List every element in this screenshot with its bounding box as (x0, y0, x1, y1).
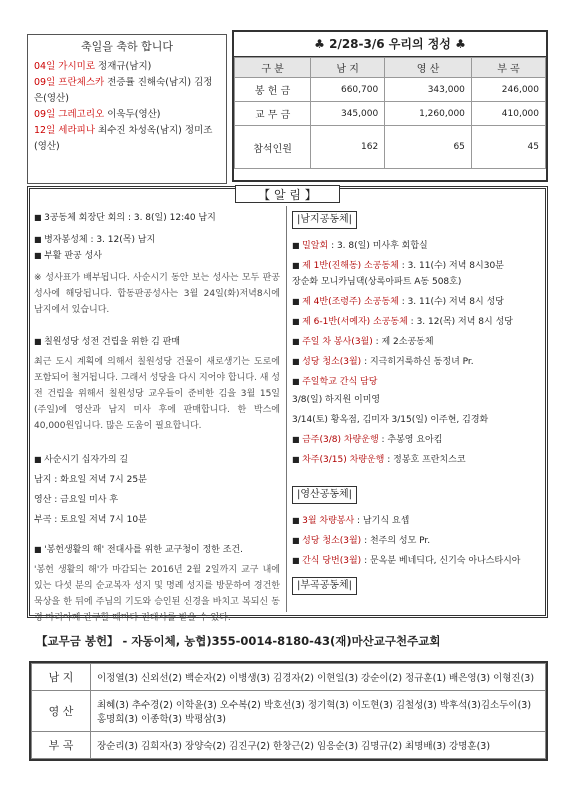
column-header: 부 곡 (471, 58, 545, 78)
notice-line: 영산 : 금요일 미사 후 (34, 495, 119, 505)
column-header: 구 분 (235, 58, 311, 78)
community-heading: |부곡공동체| (292, 577, 357, 595)
table-cell: 최혜(3) 추수경(2) 이학윤(3) 오수복(2) 박호선(3) 정기혁(3) 이도현(3) 김철성(3) 박후석(3)김소두이(3) 홍명희(3) 이종학(3) 박평삼(3) (91, 690, 546, 732)
table-cell: 343,000 (385, 78, 472, 102)
row-label: 부 곡 (32, 732, 91, 759)
column-header: 영 산 (385, 58, 472, 78)
notice-item: ■ 부활 판공 성사 (34, 248, 280, 264)
offering-title: ♣ 2/28-3/6 우리의 정성 ♣ (234, 32, 546, 57)
feast-names: 이욱두(영산) (107, 109, 161, 120)
row-label: 참석인원 (235, 126, 311, 169)
notice-item: ■ 3월 차량봉사 : 남기식 요셉 (292, 513, 542, 529)
table-cell: 45 (471, 126, 545, 169)
row-label: 영 산 (32, 690, 91, 732)
notice-item: ■ 성당 청소(3월) : 천주의 성모 Pr. (292, 533, 542, 549)
table-row (235, 102, 546, 126)
feast-date: 12일 세라피나 (34, 125, 95, 136)
notice-item: ■ 3공동체 회장단 회의 : 3. 8(일) 12:40 남지 (34, 210, 280, 226)
table-header-row (235, 58, 546, 78)
table-cell: 410,000 (471, 102, 545, 126)
table-row (32, 664, 546, 691)
column-header: 남 지 (311, 58, 385, 78)
tithe-members-panel (29, 661, 548, 761)
community-list (292, 513, 542, 569)
feast-day-box (27, 34, 227, 184)
notice-line: 3/8(일) 하지원 이미영 (292, 395, 381, 405)
community-heading: |남지공동체| (292, 211, 357, 229)
offering-panel (232, 30, 548, 182)
row-label: 교 무 금 (235, 102, 311, 126)
table-row (32, 690, 546, 732)
notice-item: ■ 제 6-1반(서예자) 소공동체 : 3. 12(목) 저녁 8시 성당 (292, 314, 542, 330)
notice-item: ■ 밀알회 : 3. 8(일) 미사후 회합실 (292, 238, 542, 254)
notice-item: ■ 차주(3/15) 차량운행 : 정봉호 프란치스코 (292, 452, 542, 468)
table-row (32, 732, 546, 759)
notice-body: ※ 성사표가 배부됩니다. 사순시기 동안 보는 성사는 모두 판공성사에 해당됩니다. 합동판공성사는 3월 24일(화)저녁8시에 남지에서 있습니다. (34, 273, 280, 315)
row-label: 봉 헌 금 (235, 78, 311, 102)
table-cell: 이정열(3) 신외선(2) 백순자(2) 이병생(3) 김경자(2) 이현일(3) 강순이(2) 정규훈(1) 배은영(3) 이형진(3) (91, 664, 546, 691)
table-cell: 660,700 (311, 78, 385, 102)
notice-line: 남지 : 화요일 저녁 7시 25분 (34, 475, 147, 485)
feast-entry (34, 59, 220, 75)
account-info: 【교무금 봉헌】 - 자동이체, 농협)355-0014-8180-43(재)마산교구천주교회 (36, 634, 441, 648)
feast-date: 04일 가시미로 (34, 61, 95, 72)
notice-left-column (34, 208, 280, 626)
notice-title: 【 알 림 】 (235, 185, 340, 203)
feast-names: 최수진 차성옥(남지) 정미조(영산) (34, 125, 213, 152)
community-list (292, 238, 542, 468)
notice-item: ■ 칠원성당 성전 건립을 위한 김 판매 (34, 334, 280, 350)
table-cell: 1,260,000 (385, 102, 472, 126)
feast-entry (34, 123, 220, 155)
table-cell: 65 (385, 126, 472, 169)
feast-names: 정재규(남지) (98, 61, 152, 72)
feast-entry (34, 107, 220, 123)
feast-names: 전증률 진해숙(남지) 김정은(영산) (34, 77, 213, 104)
notice-item: ■ 간식 당번(3월) : 문옥분 베네딕다, 신기숙 아나스타시아 (292, 553, 542, 569)
notice-line: 부곡 : 토요일 저녁 7시 10분 (34, 515, 147, 525)
notice-right-column (292, 208, 542, 598)
table-cell: 246,000 (471, 78, 545, 102)
notice-body: 최근 도시 계획에 의해서 칠원성당 건물이 새로생기는 도로에 포함되어 철거됩니다. 그래서 성당을 다시 지어야 합니다. 새 성전 건립을 위해서 칠원성당 교우들이 준비한 김을 3월 15일 (주일)에 영산과 남지 미사 후에 판매합니다. 한 박스에 40,000원입니다. 많은 도움이 필요합니다. (34, 357, 280, 431)
row-label: 남 지 (32, 664, 91, 691)
notice-line: 3/14(토) 황옥점, 김미자 3/15(일) 이주현, 김경화 (292, 415, 489, 425)
feast-entry (34, 75, 220, 107)
notice-item: ■ 금주(3/8) 차량운행 : 추봉영 요아킴 (292, 432, 542, 448)
members-table (31, 663, 546, 759)
notice-item: ■ 사순시기 십자가의 길 (34, 452, 280, 468)
notice-item: ■ '봉헌생활의 해' 전대사를 위한 교구청이 정한 조건. (34, 542, 280, 558)
table-cell: 162 (311, 126, 385, 169)
notice-body: '봉헌 생활의 해'가 마감되는 2016년 2월 2일까지 교구 내에 있는 다섯 분의 순교복자 성지 및 명례 성지를 방문하여 경건한 묵상을 한 뒤에 주님의 기도와 승인된 신경을 바치고 복되신 동정 마리아께 간구할 때마다 전대사를 받을 수 있다. (34, 565, 280, 623)
notice-item: ■ 주일 차 봉사(3월) : 제 2소공동체 (292, 334, 542, 350)
table-row (235, 126, 546, 169)
offering-table (234, 57, 546, 169)
notice-item: ■ 제 1반(진해동) 소공동체 : 3. 11(수) 저녁 8시30분 (292, 258, 542, 274)
feast-date: 09일 그레고리오 (34, 109, 105, 120)
notice-item: ■ 제 4반(조령주) 소공동체 : 3. 11(수) 저녁 8시 성당 (292, 294, 542, 310)
table-cell: 장순리(3) 김희자(3) 장양숙(2) 김진구(2) 한창근(2) 임응순(3) 김명규(2) 최명배(3) 강명훈(3) (91, 732, 546, 759)
table-row (235, 78, 546, 102)
column-divider (286, 206, 287, 612)
community-heading: |영산공동체| (292, 486, 357, 504)
notice-item: ■ 주일학교 간식 담당 (292, 374, 542, 390)
table-cell: 345,000 (311, 102, 385, 126)
feast-day-title: 축일을 축하 합니다 (80, 40, 173, 53)
feast-date: 09일 프란체스카 (34, 77, 105, 88)
notice-item: ■ 병자봉성체 : 3. 12(목) 남지 (34, 232, 280, 248)
notice-item: ■ 성당 청소(3월) : 지극히거룩하신 동정녀 Pr. (292, 354, 542, 370)
notice-line: 장순화 모니카님댁(상록아파트 A동 508호) (292, 277, 462, 287)
